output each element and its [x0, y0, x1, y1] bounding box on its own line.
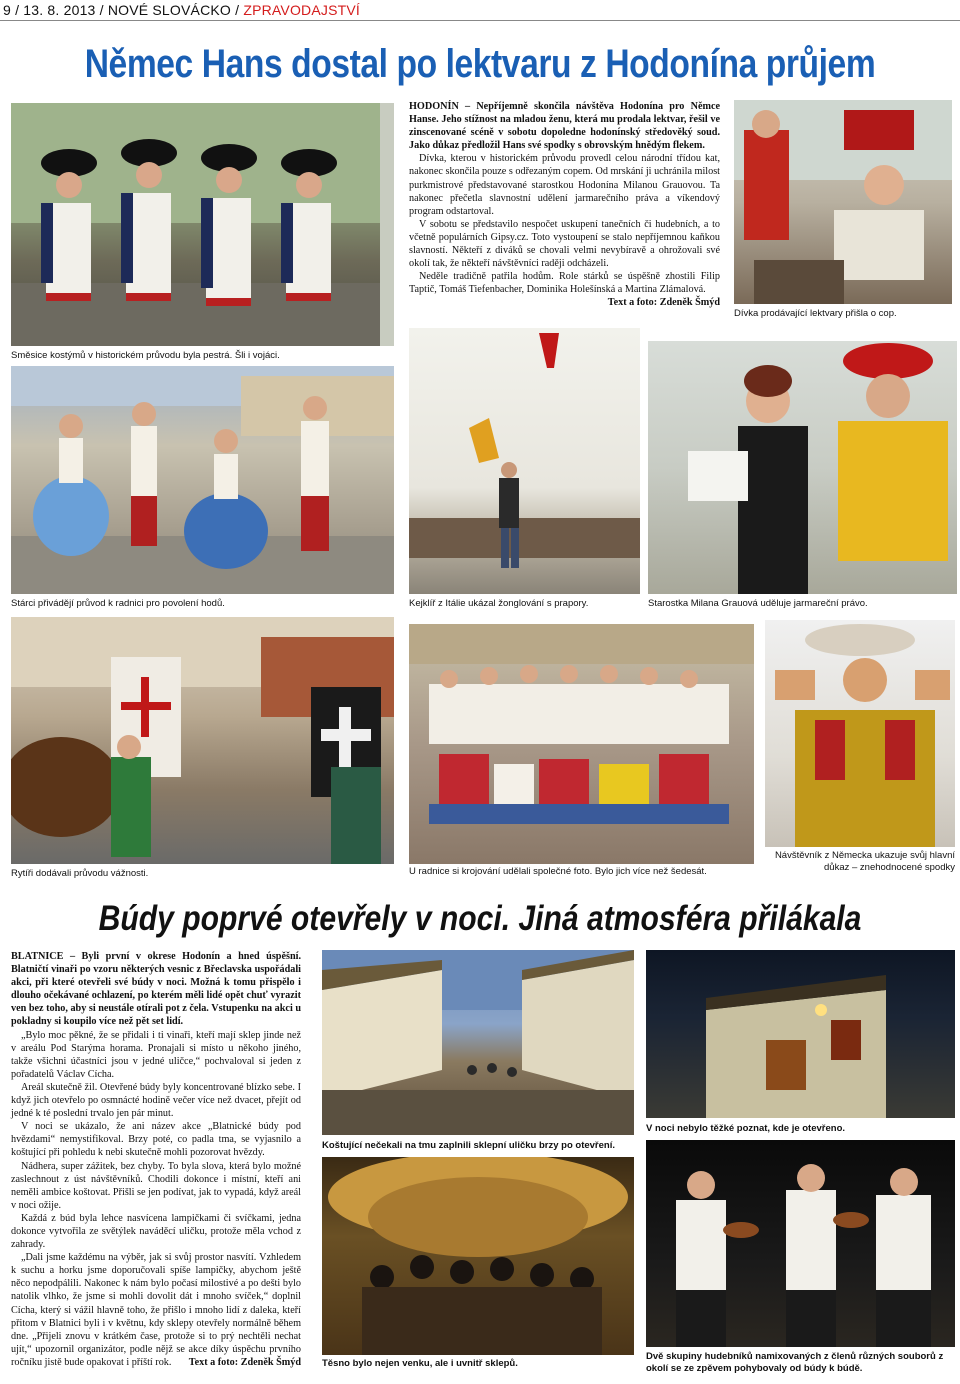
issue-date: 13. 8. 2013: [23, 2, 96, 18]
caption-girl-cop: Dívka prodávající lektvary přišla o cop.: [734, 308, 897, 319]
caption-soldiers: Směsice kostýmů v historickém průvodu byla pestrá. Šli i vojáci.: [11, 350, 280, 361]
photo-dancers: [11, 366, 394, 594]
article-2-lead: BLATNICE – Byli první v okrese Hodonín a hned úspěšní. Blatničtí vinaři po vzoru některých vesnic z Břeclavska uspořádali akci, při které otevřeli své búdy v noci. Možná k tomu přispělo i dlouho očekávané ochlazení, po kterém měli lidé opět chuť vyrazit ven bez toho, aby si neustále otírali pot z čela. Vstupenku na akci u pokladny si koupilo více než pět set lidí.: [11, 951, 301, 1028]
article-2-paragraph: V noci se ukázalo, že ani název akce „Blatnické búdy pod hvězdami“ nemystifikoval. Brzy poté, co padla tma, se vyjasnilo a koštující při pohledu k nebi skutečně mohli pozorovat hvězdy.: [11, 1121, 301, 1159]
inside-cellar-illustration: [322, 1157, 634, 1355]
article-1-credit: Text a foto: Zdeněk Šmýd: [607, 297, 720, 309]
article-2-paragraph: Nádhera, super zážitek, bez chyby. To byla slova, která bylo možné zaslechnout z úst návštěvníků. Chodili dokonce i místní, kteří ani neměli ambice koštovat. Přišli se jen podívat, jak to vypadá, když areál v noci ožije.: [11, 1160, 301, 1211]
article-2-paragraph: Každá z búd byla lehce nasvícena lampičkami či svíčkami, jedna dokonce vytvořila ze světýlek naváděcí uličku, protože měla vchod z zahrady.: [11, 1212, 301, 1251]
photo-flag-juggler: [409, 328, 640, 594]
group-illustration: [409, 624, 754, 864]
caption-juggler: Kejklíř z Itálie ukázal žonglování s prapory.: [409, 598, 589, 609]
caption-inside: Těsno bylo nejen venku, ale i uvnitř sklepů.: [322, 1358, 518, 1369]
article-1-paragraph: V sobotu se představilo nespočet uskupení tanečních či hudebních, a to včetně populárních Gipsy.cz. Toto vystoupení se stalo nepříjemnou kaňkou slavností. Někteří z diváků se chovali velmi nevybíravě a ohrožovali své okolí tak, že někteří návštěvníci raději odcházeli.: [409, 218, 720, 270]
section-name: ZPRAVODAJSTVÍ: [243, 2, 361, 18]
knights-illustration: [11, 617, 394, 864]
article-2-credit: Text a foto: Zdeněk Šmýd: [188, 1356, 301, 1368]
article-1-lead: HODONÍN – Nepříjemně skončila návštěva Hodonína pro Němce Hanse. Jeho stížnost na mladou ženu, která mu prodala lektvar, řešil ve zinscenované scéně v sobotu dopoledne hodonínský středověký soud. Jako důkaz předložil Hans své spodky s obrovským hnědým flekem.: [409, 101, 720, 152]
headline-1: Němec Hans dostal po lektvaru z Hodonína průjem: [84, 42, 876, 86]
starostka-illustration: [648, 341, 957, 594]
caption-starci: Stárci přivádějí průvod k radnici pro povolení hodů.: [11, 598, 225, 609]
article-1-body: [409, 100, 720, 310]
page-header: 9 / 13. 8. 2013 / NOVÉ SLOVÁCKO / ZPRAVODAJSTVÍ: [3, 2, 361, 18]
photo-knights: [11, 617, 394, 864]
paper-name: NOVÉ SLOVÁCKO: [107, 2, 232, 18]
dancers-illustration: [11, 366, 394, 594]
caption-knights: Rytíři dodávali průvodu vážnosti.: [11, 868, 149, 879]
musicians-illustration: [646, 1140, 955, 1347]
night-cellar-illustration: [646, 950, 955, 1118]
photo-soldiers: [11, 103, 394, 346]
photo-inside-cellar: [322, 1157, 634, 1355]
photo-cellar-lane: [322, 950, 634, 1135]
article-2-body: [11, 950, 301, 1369]
juggler-illustration: [409, 328, 640, 594]
visitor-illustration: [765, 620, 955, 847]
photo-night-cellar: [646, 950, 955, 1118]
caption-visitor: Návštěvník z Německa ukazuje svůj hlavní důkaz – znehodnocené spodky: [774, 850, 955, 873]
photo-group: [409, 624, 754, 864]
article-2-paragraph: „Dali jsme každému na výběr, jak si svůj prostor nasvítí. Vzhledem k suchu a horku jsme doporučovali spíše lampičky, abychom ještě něco nepodpálili. Nakonec k nám bylo počasí milostivé a po dešti bylo natolik vlhko, že jsme si mohli dovolit dát i mnoho svíček,“ doplnil Cícha, který si vážil hlavně toho, že přišlo i mnoho lidí z daleka, kteří přitom v Blatnici byli i v květnu, kdy sklepy otevřely normálně během dne. „Přijeli znovu v krátkém čase, protože si to prý nechtěli nechat ujít,“ upozornil organizátor, podle nějž se akce díky úspěchu prvního ročníku jistě bude opakovat i příští rok.: [11, 1252, 301, 1368]
caption-night: V noci nebylo těžké poznat, kde je otevřeno.: [646, 1123, 846, 1134]
caption-musicians: Dvě skupiny hudebníků namixovaných z členů různých souborů z okolí se ze zpěvem pohybovaly od búdy k búdě.: [646, 1351, 944, 1374]
photo-visitor: [765, 620, 955, 847]
photo-musicians: [646, 1140, 955, 1347]
photo-starostka: [648, 341, 957, 594]
article-2-paragraph: Areál skutečně žil. Otevřené búdy byly koncentrované blízko sebe. I když jich otevřelo po osmnácté hodině večer více než dvacet, přejít od jedné k té poslední trvalo jen pár minut.: [11, 1081, 301, 1120]
page-number: 9: [3, 2, 11, 18]
soldiers-illustration: [11, 103, 394, 346]
caption-group: U radnice si krojování udělali společné foto. Bylo jich více než šedesát.: [409, 866, 707, 877]
caption-starostka: Starostka Milana Grauová uděluje jarmareční právo.: [648, 598, 868, 609]
photo-girl-cop: [734, 100, 952, 304]
caption-cellar-lane: Koštující nečekali na tmu zaplnili sklepní uličku brzy po otevření.: [322, 1140, 615, 1151]
headline-2: Búdy poprvé otevřely v noci. Jiná atmosféra přilákala: [98, 899, 862, 938]
cellar-lane-illustration: [322, 950, 634, 1135]
girl-cop-illustration: [734, 100, 952, 304]
article-1-paragraph: Dívka, kterou v historickém průvodu provedl celou národní třídou kat, nakonec skončila pouze s odřezaným copem. Od mrskání ji uchránila milost purkmistrové představované starostkou Hodonína Milanou Grauovou. Ta nakonec přečetla slavnostní udělení jarmarečního práva a víkendový program odstartoval.: [409, 153, 720, 217]
article-2-paragraph: „Bylo moc pěkné, že se přidali i ti vinaři, kteří mají sklep jinde než v areálu Pod Starýma horama. Pronajali si místo u někoho jiného, takže všichni účastníci jsou v jedné uličce,“ pochvaloval si jeden z pořadatelů Václav Cícha.: [11, 1029, 301, 1080]
header-rule: [0, 20, 960, 21]
article-1-paragraph: Neděle tradičně patřila hodům. Role stárků se úspěšně zhostili Filip Taptič, Tomáš Tiefenbacher, Dominika Holešínská a Martina Zlámalová.: [409, 271, 720, 296]
